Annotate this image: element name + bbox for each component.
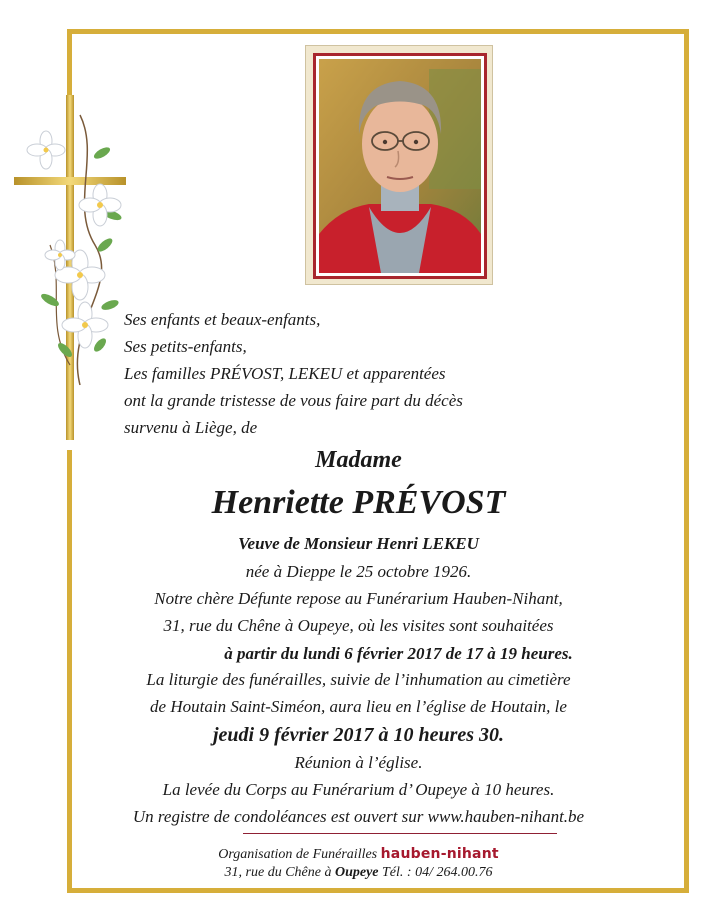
deceased-name: Henriette PRÉVOST: [211, 484, 506, 521]
intro-line-1: Ses enfants et beaux-enfants,: [124, 310, 321, 329]
rest-line-2: 31, rue du Chêne à Oupeye, où les visites sont souhaitées: [163, 616, 554, 635]
honorific: Madame: [315, 447, 402, 473]
footer-org: [0, 846, 717, 863]
intro-line-2: Ses petits-enfants,: [124, 337, 247, 356]
brand-logo: hauben-nihant: [380, 846, 499, 862]
intro-line-3: Les familles PRÉVOST, LEKEU et apparentées: [124, 364, 446, 383]
levee-line: La levée du Corps au Funérarium d’ Oupeye à 10 heures.: [162, 780, 555, 799]
footer-address-city: Oupeye: [334, 865, 379, 880]
footer-address: [0, 865, 717, 881]
portrait-illustration: [319, 59, 481, 273]
widow-line: Veuve de Monsieur Henri LEKEU: [238, 534, 479, 553]
visit-hours: à partir du lundi 6 février 2017 de 17 à 19 heures.: [224, 644, 573, 663]
rest-line-1: Notre chère Défunte repose au Funérarium Hauben-Nihant,: [154, 589, 563, 608]
liturgy-line-2: de Houtain Saint-Siméon, aura lieu en l’église de Houtain, le: [150, 697, 567, 716]
birth-line: née à Dieppe le 25 octobre 1926.: [245, 562, 472, 581]
portrait-frame: [305, 45, 493, 285]
meeting-line: Réunion à l’église.: [294, 753, 423, 772]
intro-line-4: ont la grande tristesse de vous faire part du décès: [124, 391, 463, 410]
ceremony-date: jeudi 9 février 2017 à 10 heures 30.: [212, 724, 505, 746]
portrait-photo: [313, 53, 487, 279]
cross-with-flowers-icon: [10, 95, 130, 450]
footer-divider: [243, 833, 557, 834]
footer-org-label: Organisation de Funérailles: [218, 847, 378, 862]
footer-phone: Tél. : 04/ 264.00.76: [382, 865, 493, 880]
footer-address-street: 31, rue du Chêne à: [224, 865, 332, 880]
intro-line-5: survenu à Liège, de: [124, 418, 258, 437]
liturgy-line-1: La liturgie des funérailles, suivie de l’inhumation au cimetière: [146, 670, 571, 689]
registry-line: Un registre de condoléances est ouvert sur www.hauben-nihant.be: [132, 807, 585, 826]
